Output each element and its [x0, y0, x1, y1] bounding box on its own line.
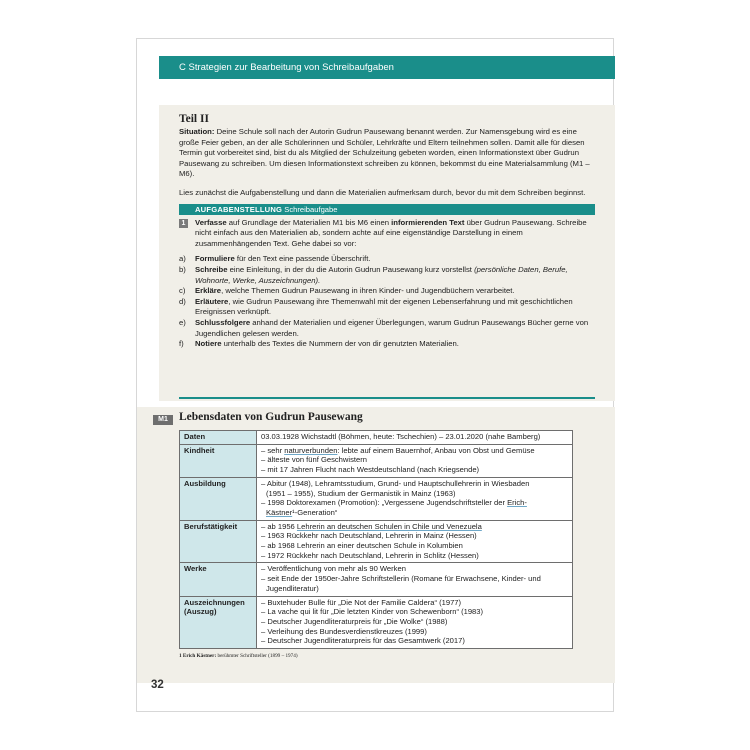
task-bar-label: AUFGABENSTELLUNG — [195, 204, 283, 214]
cell-text: – sehr — [261, 445, 285, 455]
list-item — [179, 254, 595, 265]
list-verb: Notiere — [195, 339, 222, 349]
table-row — [180, 477, 573, 520]
page-number: 32 — [151, 679, 164, 691]
footnote — [179, 653, 298, 659]
list-item — [179, 318, 595, 339]
intro-paragraph: Lies zunächst die Aufgabenstellung und dann die Materialien aufmerksam durch, bevor du mit dem Schreiben beginnst. — [179, 187, 586, 197]
cell-line: – Buxtehuder Bulle für „Die Not der Familie Caldera“ (1977) — [261, 597, 462, 607]
part-title: Teil II — [179, 113, 209, 125]
task-bar — [179, 204, 595, 215]
list-verb: Erkläre — [195, 286, 222, 296]
list-text: eine Einleitung, in der du die Autorin Gudrun Pausewang kurz vorstellst — [227, 264, 475, 274]
list-item — [179, 265, 595, 286]
cell-line: – La vache qui lit für „Die letzten Kinder von Schewenborn“ (1983) — [261, 607, 484, 617]
table-row — [180, 563, 573, 596]
material-title: Lebensdaten von Gudrun Pausewang — [179, 411, 363, 423]
cell-text: : lebte auf einem Bauernhof, Anbau von Obst und Gemüse — [337, 445, 535, 455]
list-verb: Schreibe — [195, 264, 228, 274]
task-text: auf Grundlage der Materialien M1 bis M6 einen — [226, 217, 392, 227]
row-key: Berufstätigkeit — [180, 520, 257, 563]
task-verb: Verfasse — [195, 217, 227, 227]
cell-line: – ab 1968 Lehrerin an einer deutschen Schule in Kolumbien — [261, 541, 463, 551]
cell-line: – seit Ende der 1950er-Jahre Schriftstellerin (Romane für Erwachsene, Kinder- und — [261, 574, 541, 584]
list-letter: a) — [179, 254, 186, 264]
row-value — [257, 444, 573, 477]
material-badge: M1 — [153, 415, 173, 425]
list-letter: e) — [179, 317, 186, 327]
task-text-type: informierenden Text — [391, 217, 465, 227]
task-section — [159, 105, 615, 401]
cell-text-underlined: Lehrerin an deutschen Schulen in Chile und Venezuela — [296, 521, 482, 531]
row-value — [257, 477, 573, 520]
row-value — [257, 596, 573, 649]
list-italic: (persönliche Daten, Berufe, Wohnorte, Werke, Auszeichnungen). — [195, 264, 568, 285]
row-key: Daten — [180, 431, 257, 445]
cell-text: – 1998 Doktorexamen (Promotion): „Vergessene Jugendschriftsteller der — [261, 498, 508, 508]
material-m1 — [137, 407, 615, 683]
cell-line: – 1963 Rückkehr nach Deutschland, Lehrerin in Mainz (Hessen) — [261, 531, 477, 541]
cell-line: (1951 – 1955), Studium der Germanistik in Mainz (1963) — [266, 488, 456, 498]
cell-line: – Abitur (1948), Lehramtsstudium, Grund- und Hauptschullehrerin in Wiesbaden — [261, 478, 530, 488]
footnote-number: 1 — [179, 653, 182, 659]
table-row — [180, 431, 573, 445]
list-letter: d) — [179, 296, 186, 306]
book-page — [136, 38, 614, 712]
list-text: für den Text eine passende Überschrift. — [234, 254, 371, 264]
list-text: , welche Themen Gudrun Pausewang in ihren Kinder- und Jugendbüchern verarbeitet. — [221, 286, 515, 296]
list-verb: Formuliere — [195, 254, 235, 264]
list-letter: b) — [179, 264, 186, 274]
task-instruction — [179, 218, 595, 250]
cell-line: – Deutscher Jugendliteraturpreis für das Gesamtwerk (2017) — [261, 636, 465, 646]
list-item — [179, 286, 595, 297]
cell-line: – Verleihung des Bundesverdienstkreuzes (1999) — [261, 626, 427, 636]
list-letter: f) — [179, 339, 184, 349]
list-item — [179, 339, 595, 350]
situation-paragraph — [179, 127, 595, 180]
row-key: Werke — [180, 563, 257, 596]
section-divider — [179, 397, 595, 399]
subtask-list — [179, 254, 595, 349]
task-number-badge: 1 — [179, 219, 188, 228]
table-row — [180, 444, 573, 477]
list-text: anhand der Materialien und eigener Überlegungen, warum Gudrun Pausewangs Bücher gerne von Jugendlichen gelesen werden. — [195, 317, 589, 338]
task-bar-sublabel: Schreibaufgabe — [284, 204, 338, 214]
row-value — [257, 520, 573, 563]
cell-line: Jugendliteratur) — [266, 583, 319, 593]
cell-text-underlined: Kästner — [266, 507, 293, 517]
table-row — [180, 520, 573, 563]
situation-label: Situation: — [179, 127, 215, 136]
row-key: Kindheit — [180, 444, 257, 477]
chapter-header: C Strategien zur Bearbeitung von Schreibaufgaben — [159, 56, 615, 79]
list-text: unterhalb des Textes die Nummern der von dir genutzten Materialien. — [221, 339, 459, 349]
cell-line: – 1972 Rückkehr nach Deutschland, Lehrerin in Schlitz (Hessen) — [261, 550, 479, 560]
cell-line: – älteste von fünf Geschwistern — [261, 455, 367, 465]
list-letter: c) — [179, 286, 186, 296]
cell-text: ¹-Generation“ — [292, 507, 338, 517]
list-text: , wie Gudrun Pausewang ihre Themenwahl mit der eigenen Lebenserfahrung und mit geschichtlichen Ereignissen verknüpft. — [195, 296, 573, 317]
cell-line: – mit 17 Jahren Flucht nach Westdeutschland (nach Kriegsende) — [261, 465, 480, 475]
footnote-text: berühmter Schriftsteller (1899 – 1974) — [216, 653, 298, 659]
cell-line: – Deutscher Jugendliteraturpreis für „Die Wolke“ (1988) — [261, 616, 448, 626]
biography-table — [179, 430, 573, 649]
list-verb: Schlussfolgere — [195, 317, 251, 327]
table-row — [180, 596, 573, 649]
list-verb: Erläutere — [195, 296, 229, 306]
row-key: Ausbildung — [180, 477, 257, 520]
list-item — [179, 297, 595, 318]
cell-text-underlined: naturverbunden — [284, 445, 338, 455]
footnote-name: Erich Kästner: — [182, 653, 217, 659]
cell-line: – Veröffentlichung von mehr als 90 Werken — [261, 564, 406, 574]
row-value — [257, 563, 573, 596]
row-value: 03.03.1928 Wichstadtl (Böhmen, heute: Tschechien) – 23.01.2020 (nahe Bamberg) — [257, 431, 573, 445]
row-key: Auszeichnungen (Auszug) — [180, 596, 257, 649]
cell-text-underlined: Erich- — [507, 498, 527, 508]
task-text: über Gudrun Pausewang. Schreibe nicht einfach aus den Materialien ab, sondern achte auf eine eigenständige Darstellung in einem zusammenhängenden Text. Gehe dabei so vor: — [195, 217, 587, 248]
situation-text: Deine Schule soll nach der Autorin Gudrun Pausewang benannt werden. Zur Namensgebung wird es eine große Feier geben, an der alle Schülerinnen und Schüler, Lehrkräfte und Eltern teilnehmen sollen. Damit alle für diesen Termin gut vorbereitet sind, bist du als Mitglied der Schulzeitung gebeten worden, einen Informationstext über Gudrun Pausewang zu schreiben. Um diesen Informationstext schreiben zu können, bekommst du eine Materialsammlung (M1 – M6). — [179, 127, 590, 179]
cell-text: – ab 1956 — [261, 521, 297, 531]
